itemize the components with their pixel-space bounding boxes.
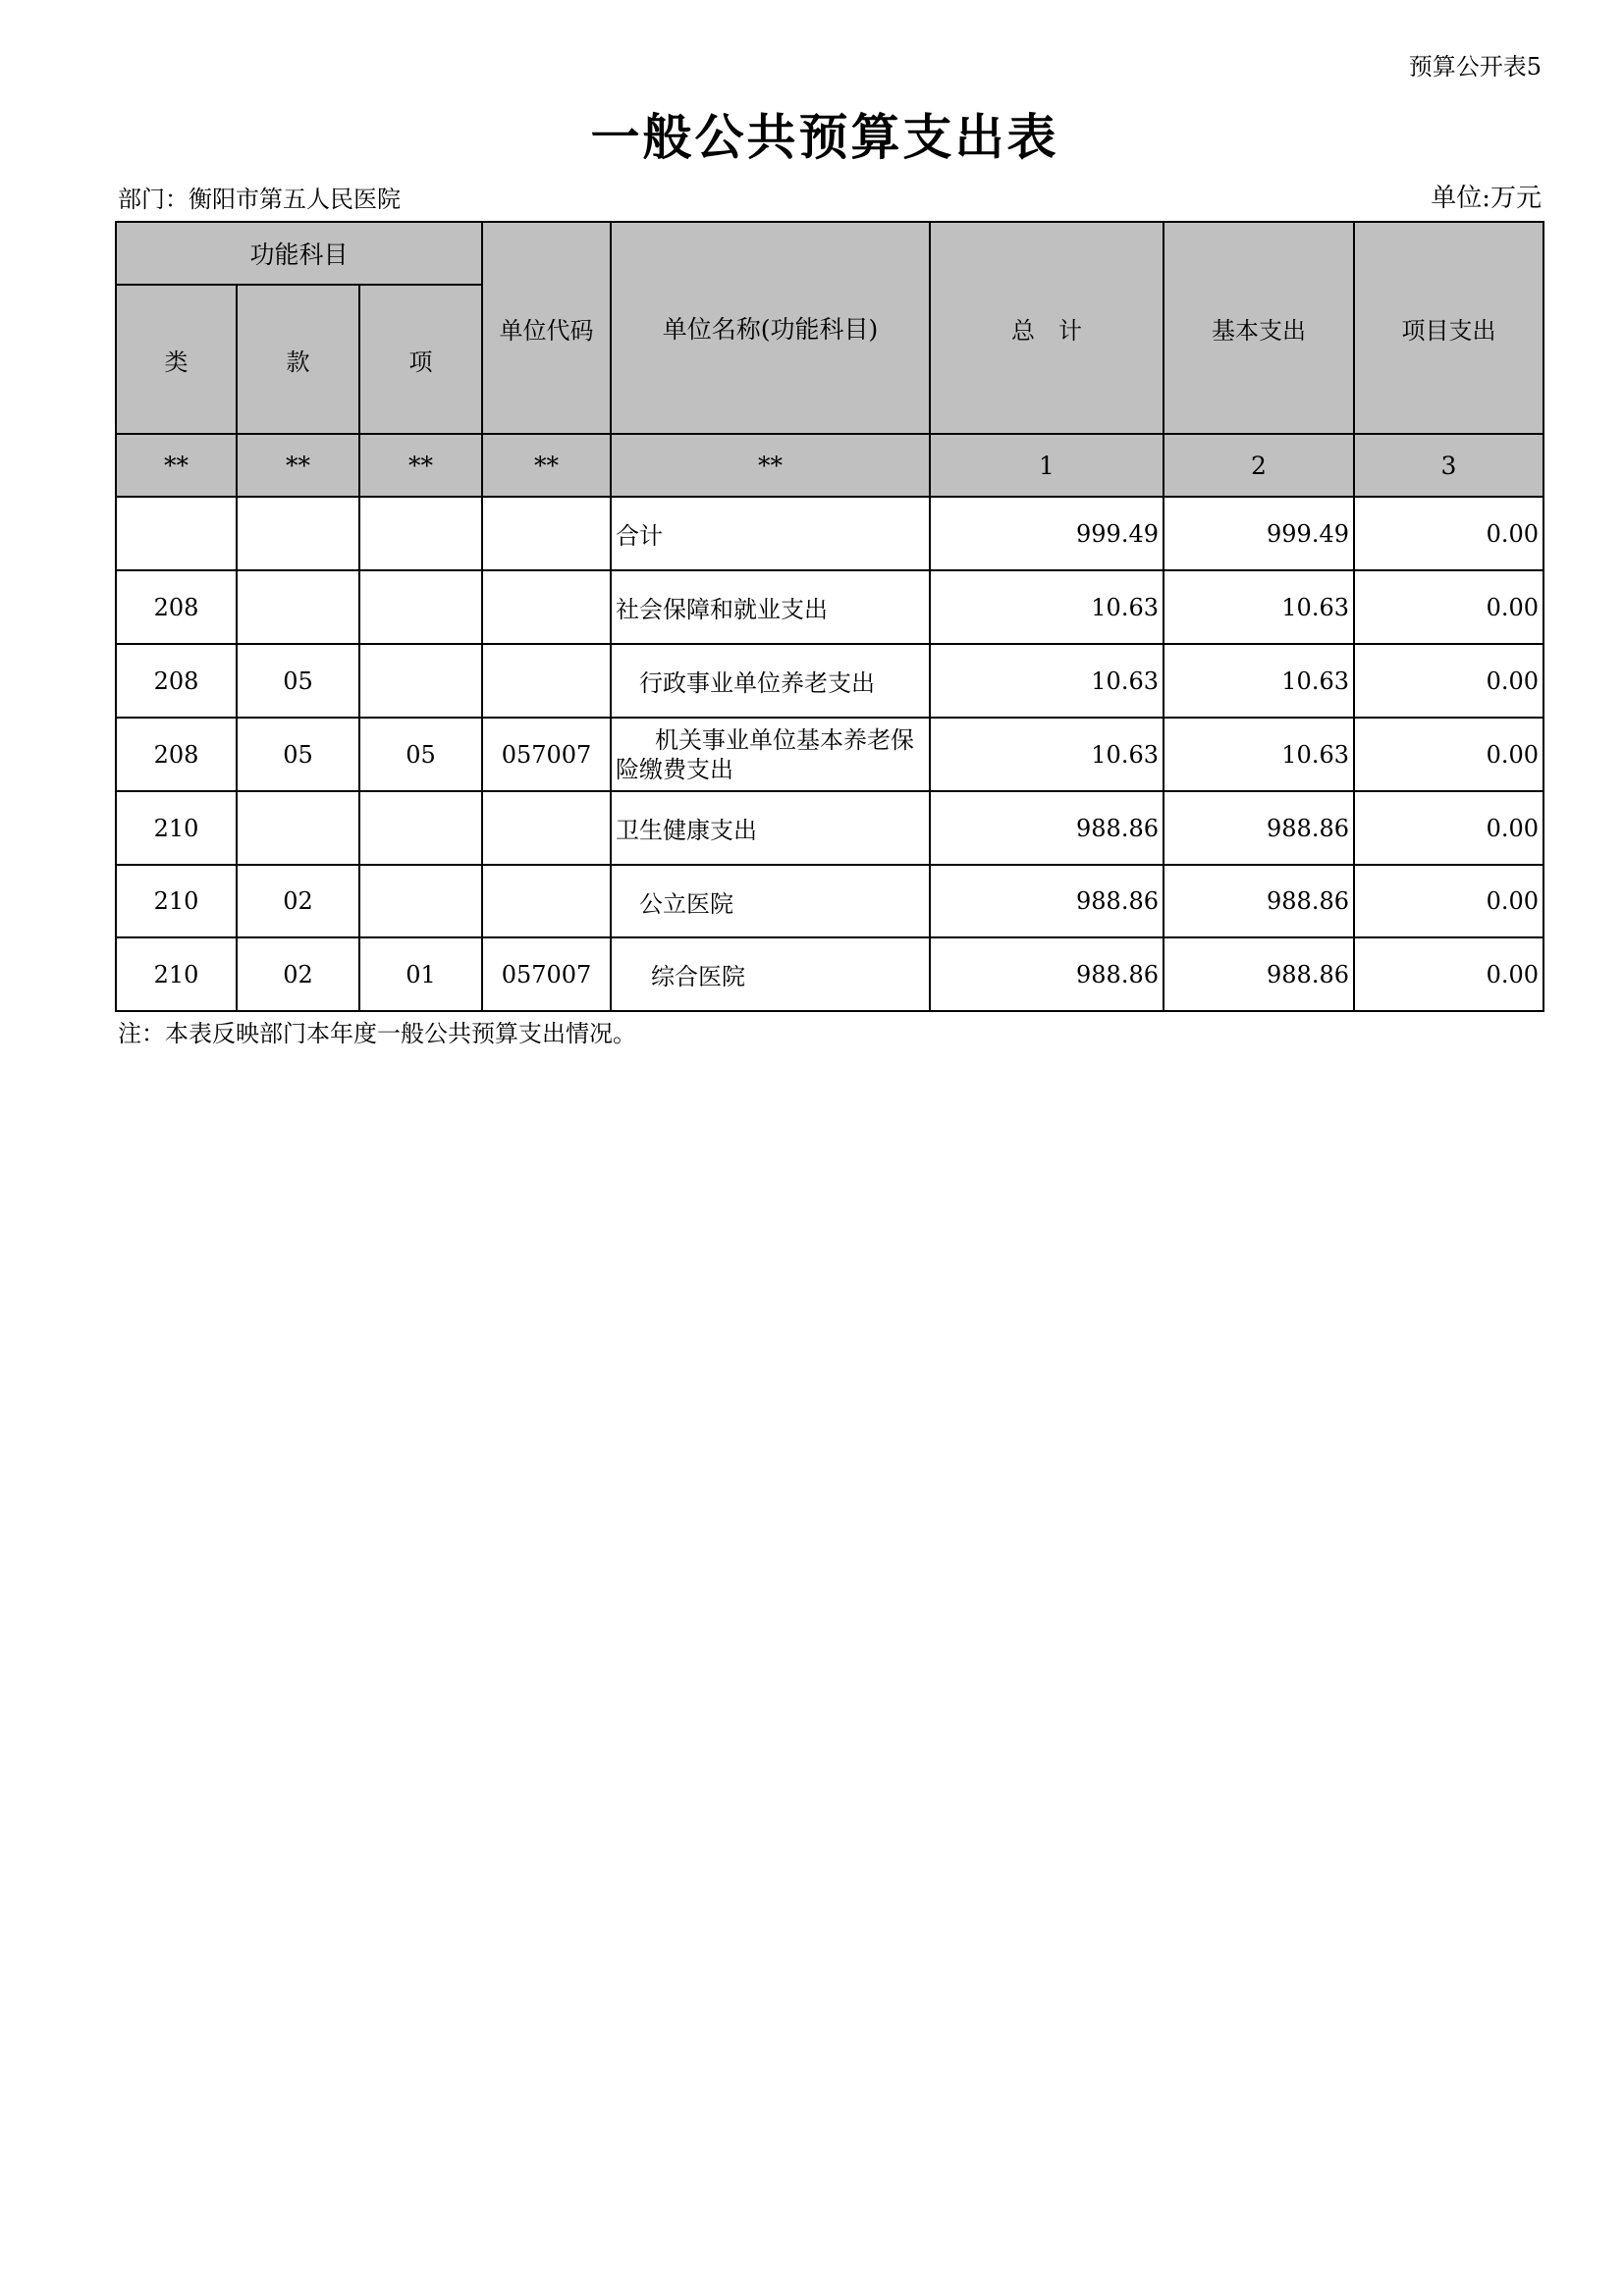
cell-project: 0.00: [1354, 937, 1543, 1011]
table-number: 预算公开表5: [1408, 53, 1542, 80]
unit-label: 单位:万元: [1431, 184, 1542, 213]
cell-project: 0.00: [1354, 570, 1543, 644]
cell-basic: 988.86: [1164, 865, 1354, 937]
cell-code: [482, 497, 611, 570]
cell-xiang: [359, 644, 482, 718]
cell-basic: 999.49: [1164, 497, 1354, 570]
cell-lei: 210: [116, 791, 237, 865]
cell-kuan: 05: [237, 644, 359, 718]
header-basic: 基本支出: [1164, 222, 1354, 434]
cell-total: 10.63: [930, 570, 1164, 644]
table-row: [116, 865, 1543, 937]
index-cell: **: [116, 434, 237, 497]
index-cell: 1: [930, 434, 1164, 497]
cell-project: 0.00: [1354, 644, 1543, 718]
cell-name: 机关事业单位基本养老保险缴费支出: [611, 718, 930, 791]
budget-table: [115, 221, 1544, 1012]
header-unit-code: 单位代码: [482, 222, 611, 434]
cell-project: 0.00: [1354, 791, 1543, 865]
index-cell: 3: [1354, 434, 1543, 497]
cell-xiang: 01: [359, 937, 482, 1011]
cell-code: 057007: [482, 937, 611, 1011]
table-row: [116, 937, 1543, 1011]
index-cell: **: [359, 434, 482, 497]
header-total: 总 计: [930, 222, 1164, 434]
cell-basic: 10.63: [1164, 570, 1354, 644]
table-row: [116, 644, 1543, 718]
cell-name: 合计: [611, 497, 930, 570]
header-kuan: 款: [237, 285, 359, 434]
cell-lei: 210: [116, 937, 237, 1011]
page-title: 一般公共预算支出表: [590, 109, 1059, 166]
cell-xiang: [359, 497, 482, 570]
cell-code: [482, 570, 611, 644]
cell-total: 10.63: [930, 644, 1164, 718]
cell-xiang: [359, 791, 482, 865]
cell-project: 0.00: [1354, 497, 1543, 570]
header-xiang: 项: [359, 285, 482, 434]
cell-total: 988.86: [930, 791, 1164, 865]
header-project: 项目支出: [1354, 222, 1543, 434]
cell-total: 988.86: [930, 865, 1164, 937]
cell-total: 988.86: [930, 937, 1164, 1011]
cell-kuan: 02: [237, 937, 359, 1011]
table-row: [116, 497, 1543, 570]
cell-basic: 10.63: [1164, 718, 1354, 791]
cell-lei: [116, 497, 237, 570]
cell-basic: 988.86: [1164, 791, 1354, 865]
table-row: [116, 791, 1543, 865]
cell-xiang: [359, 865, 482, 937]
cell-name: 卫生健康支出: [611, 791, 930, 865]
cell-name: 综合医院: [611, 937, 930, 1011]
cell-project: 0.00: [1354, 865, 1543, 937]
cell-total: 10.63: [930, 718, 1164, 791]
index-cell: **: [237, 434, 359, 497]
cell-project: 0.00: [1354, 718, 1543, 791]
cell-xiang: 05: [359, 718, 482, 791]
index-row: [116, 434, 1543, 497]
cell-name: 公立医院: [611, 865, 930, 937]
table-row: [116, 718, 1543, 791]
cell-lei: 208: [116, 718, 237, 791]
index-cell: **: [482, 434, 611, 497]
header-lei: 类: [116, 285, 237, 434]
table-row: [116, 570, 1543, 644]
cell-name: 行政事业单位养老支出: [611, 644, 930, 718]
index-cell: 2: [1164, 434, 1354, 497]
cell-lei: 208: [116, 644, 237, 718]
header-func-subject: 功能科目: [116, 222, 482, 285]
footnote: 注：本表反映部门本年度一般公共预算支出情况。: [118, 1020, 636, 1047]
cell-kuan: 02: [237, 865, 359, 937]
cell-xiang: [359, 570, 482, 644]
cell-code: [482, 865, 611, 937]
department-label: 部门：衡阳市第五人民医院: [118, 186, 401, 213]
cell-total: 999.49: [930, 497, 1164, 570]
header-unit-name: 单位名称(功能科目): [611, 222, 930, 434]
cell-kuan: [237, 791, 359, 865]
cell-basic: 988.86: [1164, 937, 1354, 1011]
cell-name: 社会保障和就业支出: [611, 570, 930, 644]
cell-code: [482, 644, 611, 718]
index-cell: **: [611, 434, 930, 497]
cell-code: 057007: [482, 718, 611, 791]
cell-basic: 10.63: [1164, 644, 1354, 718]
cell-code: [482, 791, 611, 865]
cell-lei: 208: [116, 570, 237, 644]
cell-lei: 210: [116, 865, 237, 937]
cell-kuan: 05: [237, 718, 359, 791]
cell-kuan: [237, 497, 359, 570]
cell-kuan: [237, 570, 359, 644]
